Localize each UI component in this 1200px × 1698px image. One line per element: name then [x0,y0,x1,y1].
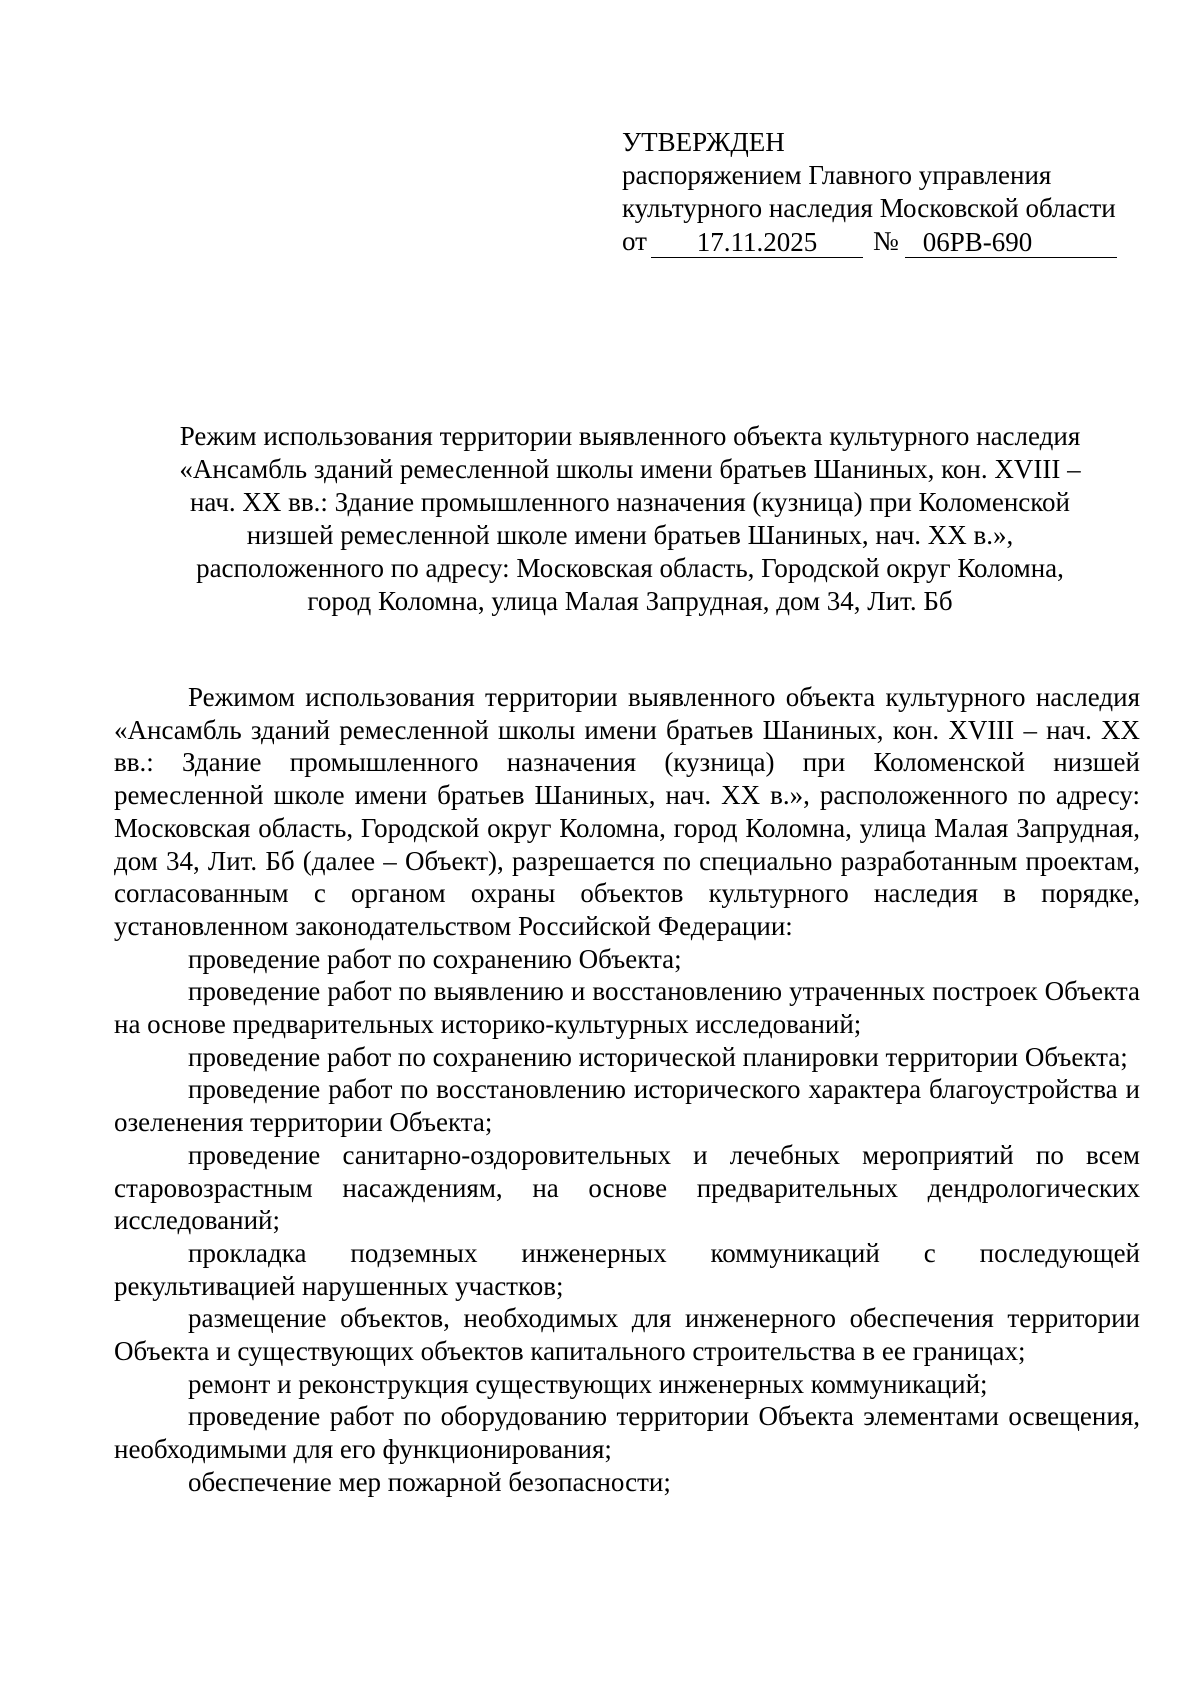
title-line: «Ансамбль зданий ремесленной школы имени братьев Шаниных, кон. XVIII – [179,454,1081,484]
approval-date-number-line [622,225,1142,258]
title-line: расположенного по адресу: Московская область, Городской округ Коломна, [196,553,1064,583]
title-line: Режим использования территории выявленного объекта культурного наследия [179,421,1081,451]
approval-stamp-block [622,126,1142,258]
approval-line-2: культурного наследия Московской области [622,193,1116,223]
body-paragraph: проведение работ по оборудованию территории Объекта элементами освещения, необходимыми для его функционирования; [114,1401,1140,1465]
body-paragraph: ремонт и реконструкция существующих инженерных коммуникаций; [188,1368,988,1399]
body-paragraph: размещение объектов, необходимых для инженерного обеспечения территории Объекта и существующих объектов капитального строительства в ее границах; [114,1303,1140,1367]
body-paragraph: проведение работ по выявлению и восстановлению утраченных построек Объекта на основе предварительных историко-культурных исследований; [114,976,1140,1040]
approval-number: 06РВ-690 [905,227,1117,258]
body-paragraph: проведение работ по сохранению Объекта; [188,943,682,974]
approval-heading: УТВЕРЖДЕН [622,127,785,157]
document-body [114,681,1140,1499]
document-title [120,420,1140,618]
title-line: город Коломна, улица Малая Запрудная, дом 34, Лит. Бб [307,586,953,616]
body-paragraph: прокладка подземных инженерных коммуникаций с последующей рекультивацией нарушенных участков; [114,1237,1140,1301]
approval-line-1: распоряжением Главного управления [622,160,1052,190]
body-paragraph: проведение санитарно-оздоровительных и лечебных мероприятий по всем старовозрастным насаждениям, на основе предварительных дендрологических исследований; [114,1139,1140,1236]
date-prefix: от [622,226,647,256]
body-paragraph: проведение работ по восстановлению исторического характера благоустройства и озеленения территории Объекта; [114,1074,1140,1138]
body-paragraph: обеспечение мер пожарной безопасности; [188,1466,671,1497]
title-line: низшей ремесленной школе имени братьев Шаниных, нач. XX в.», [246,520,1014,550]
title-line: нач. XX вв.: Здание промышленного назначения (кузница) при Коломенской [189,487,1070,517]
approval-date: 17.11.2025 [651,227,863,258]
number-prefix: № [872,226,899,256]
body-paragraph: Режимом использования территории выявленного объекта культурного наследия «Ансамбль зданий ремесленной школы имени братьев Шаниных, кон. XVIII – нач. XX вв.: Здание промышленного назначения (кузница) при Коломенской низшей ремесленной школе имени братьев Шаниных, нач. XX в.», расположенного по адресу: Московская область, Городской округ Коломна, город Коломна, улица Малая Запрудная, дом 34, Лит. Бб (далее – Объект), разрешается по специально разработанным проектам, согласованным с органом охраны объектов культурного наследия в порядке, установленном законодательством Российской Федерации: [114,682,1140,941]
body-paragraph: проведение работ по сохранению исторической планировки территории Объекта; [188,1041,1128,1072]
